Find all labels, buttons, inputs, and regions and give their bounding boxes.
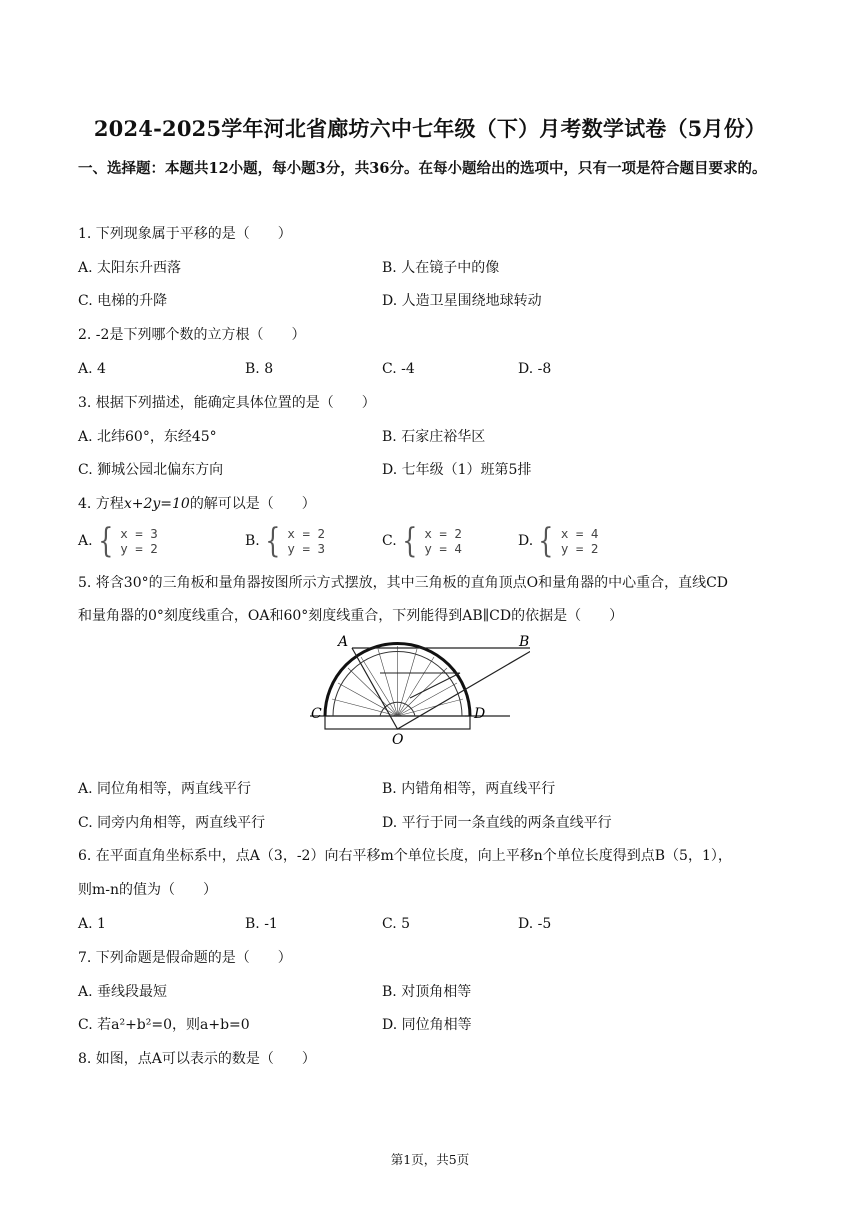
question-5-line-2: 和量角器的0°刻度线重合，OA和60°刻度线重合，下列能得到AB∥CD的依据是（ ） [78, 608, 624, 624]
label-o: O [392, 732, 404, 748]
q4-d-eq2: y = 2 [560, 541, 599, 556]
label-a: A [338, 634, 349, 650]
q4-stem-text: 4. 方程 [78, 496, 124, 512]
q2-option-c: C. -4 [382, 361, 415, 377]
question-4 [78, 494, 316, 514]
q1-option-a: A. 太阳东升西落 [78, 260, 182, 276]
q4-stem-tail: 的解可以是（ ） [189, 496, 316, 512]
q4-equation: x+2y=10 [123, 496, 190, 512]
label-c: C [311, 706, 322, 722]
q4-b-eq2: y = 3 [287, 541, 326, 556]
question-6-line-2: 则m-n的值为（ ） [78, 882, 218, 898]
q4-option-a-label: A. [78, 533, 93, 549]
q4-a-eq2: y = 2 [120, 541, 158, 556]
q4-c-eq2: y = 4 [424, 541, 462, 556]
page-title: 2024-2025学年河北省廊坊六中七年级（下）月考数学试卷（5月份） [93, 116, 767, 141]
question-5-line-1: 5. 将含30°的三角板和量角器按图所示方式摆放，其中三角板的直角顶点O和量角器的中心重合，直线CD [78, 575, 729, 591]
q5-option-c: C. 同旁内角相等，两直线平行 [78, 815, 266, 831]
q3-option-b: B. 石家庄裕华区 [382, 429, 486, 445]
q7-option-a: A. 垂线段最短 [78, 984, 168, 1000]
q6-option-a: A. 1 [78, 916, 106, 932]
q4-option-a: A. { x = 3 y = 2 [78, 521, 158, 561]
q3-option-a: A. 北纬60°，东经45° [78, 429, 217, 445]
q2-option-a: A. 4 [78, 361, 106, 377]
q4-option-d: D. { x = 4 y = 2 [518, 521, 599, 561]
q1-option-b: B. 人在镜子中的像 [382, 260, 500, 276]
q4-option-b-label: B. [245, 533, 260, 549]
q5-option-d: D. 平行于同一条直线的两条直线平行 [382, 815, 612, 831]
q7-option-d: D. 同位角相等 [382, 1017, 472, 1033]
question-2: 2. -2是下列哪个数的立方根（ ） [78, 327, 306, 343]
q6-option-b: B. -1 [245, 916, 278, 932]
question-8: 8. 如图，点A可以表示的数是（ ） [78, 1051, 316, 1067]
label-d: D [474, 706, 486, 722]
label-b: B [519, 634, 530, 650]
q7-option-c: C. 若a²+b²=0，则a+b=0 [78, 1017, 250, 1033]
q2-option-d: D. -8 [518, 361, 552, 377]
question-6-line-1: 6. 在平面直角坐标系中，点A（3，-2）向右平移m个单位长度，向上平移n个单位长度得到点B（5，1）， [78, 848, 732, 864]
q3-option-d: D. 七年级（1）班第5排 [382, 462, 532, 478]
q4-option-c-label: C. [382, 533, 397, 549]
question-1: 1. 下列现象属于平移的是（ ） [78, 226, 292, 242]
q4-option-c: C. { x = 2 y = 4 [382, 521, 462, 561]
q3-option-c: C. 狮城公园北偏东方向 [78, 462, 224, 478]
q2-option-b: B. 8 [245, 361, 274, 377]
page-footer: 第1页，共5页 [390, 1152, 470, 1167]
q1-option-d: D. 人造卫星围绕地球转动 [382, 293, 542, 309]
q4-a-eq1: x = 3 [120, 526, 158, 541]
q4-option-b: B. { x = 2 y = 3 [245, 521, 326, 561]
q6-option-c: C. 5 [382, 916, 411, 932]
q4-option-d-label: D. [518, 533, 534, 549]
q5-option-b: B. 内错角相等，两直线平行 [382, 781, 556, 797]
q6-option-d: D. -5 [518, 916, 552, 932]
protractor-triangle-figure [300, 628, 530, 748]
q4-b-eq1: x = 2 [287, 526, 326, 541]
q4-d-eq1: x = 4 [560, 526, 599, 541]
q1-option-c: C. 电梯的升降 [78, 293, 168, 309]
question-3: 3. 根据下列描述，能确定具体位置的是（ ） [78, 395, 376, 411]
question-7: 7. 下列命题是假命题的是（ ） [78, 950, 292, 966]
q5-option-a: A. 同位角相等，两直线平行 [78, 781, 252, 797]
triangle-sides [352, 648, 530, 729]
protractor-base [325, 716, 470, 729]
section-heading: 一、选择题：本题共12小题，每小题3分，共36分。在每小题给出的选项中，只有一项是符合题目要求的。 [78, 160, 767, 177]
q7-option-b: B. 对顶角相等 [382, 984, 472, 1000]
q4-c-eq1: x = 2 [424, 526, 462, 541]
